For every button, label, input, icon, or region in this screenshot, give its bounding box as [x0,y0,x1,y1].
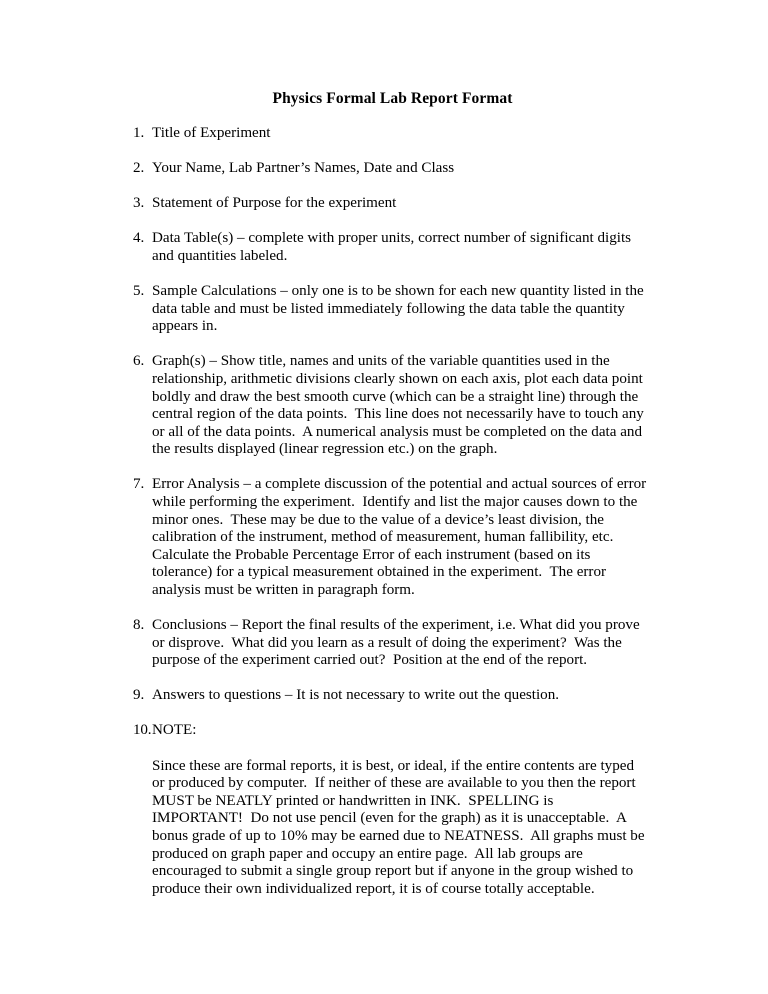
list-item-number: 8. [133,617,145,634]
numbered-requirements-list [133,125,652,740]
list-item-text: Statement of Purpose for the experiment [152,195,397,212]
list-item-number: 5. [133,283,145,300]
list-item-text: Answers to questions – It is not necessary to write out the question. [152,687,560,704]
list-item [133,160,652,178]
list-item [133,687,652,705]
list-item [133,476,652,599]
list-item-text: Graph(s) – Show title, names and units of the variable quantities used in the relationship, arithmetic divisions clearly shown on each axis, plot each data point boldly and draw the best smooth curve (which can be a straight line) through the central region of the data points. This line does not necessarily have to touch any or all of the data points. A numerical analysis must be completed on the data and the results displayed (linear regression etc.) on the graph. [152,353,648,458]
list-item-number: 10. [133,722,152,739]
list-item [133,230,652,265]
list-item [133,353,652,459]
list-item-note [133,722,652,740]
note-paragraph: Since these are formal reports, it is best, or ideal, if the entire contents are typed or produced by computer. If neither of these are available to you then the report MUST be NEATLY printed or handwritten in INK. SPELLING is IMPORTANT! Do not use pencil (even for the graph) as it is unacceptable. A bonus grade of up to 10% may be earned due to NEATNESS. All graphs must be produced on graph paper and occupy an entire page. All lab groups are encouraged to submit a single group report but if anyone in the group wished to produce their own individualized report, it is of course totally acceptable. [152,757,649,897]
list-item-text: Title of Experiment [152,125,271,142]
page-title: Physics Formal Lab Report Format [272,90,513,107]
list-item-number: 7. [133,476,145,493]
list-item-number: 9. [133,687,145,704]
list-item-number: 6. [133,353,145,370]
list-item-number: 2. [133,160,145,177]
list-item [133,283,652,336]
list-item-text: Your Name, Lab Partner’s Names, Date and Class [152,160,455,177]
list-item-text: Sample Calculations – only one is to be shown for each new quantity listed in the data table and must be listed immediately following the data table the quantity appears in. [152,283,648,335]
list-item [133,617,652,670]
list-item-text: NOTE: [152,722,197,739]
list-item-text: Error Analysis – a complete discussion of the potential and actual sources of error while performing the experiment. Identify and list the major causes down to the minor ones. These may be due to the value of a device’s least division, the calibration of the instrument, method of measurement, human fallibility, etc. Calculate the Probable Percentage Error of each instrument (based on its tolerance) for a typical measurement obtained in the experiment. The error analysis must be written in paragraph form. [152,476,650,598]
list-item-number: 3. [133,195,145,212]
list-item [133,125,652,143]
list-item-number: 1. [133,125,145,142]
list-item [133,195,652,213]
list-item-text: Conclusions – Report the final results of the experiment, i.e. What did you prove or disprove. What did you learn as a result of doing the experiment? Was the purpose of the experiment carried out? Position at the end of the report. [152,617,644,669]
list-item-text: Data Table(s) – complete with proper units, correct number of significant digits and quantities labeled. [152,230,635,264]
list-item-number: 4. [133,230,145,247]
